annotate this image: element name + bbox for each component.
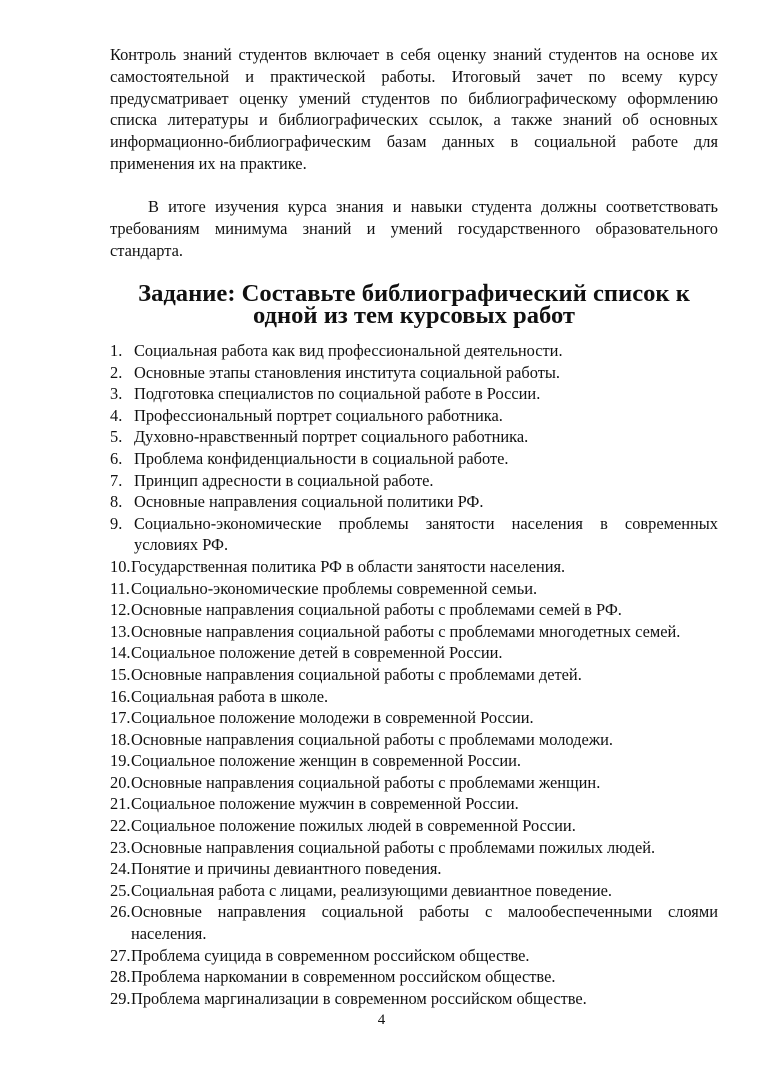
list-item bbox=[110, 707, 718, 729]
list-item bbox=[110, 966, 718, 988]
list-item-text: Социально-экономические проблемы современной семьи. bbox=[131, 578, 538, 598]
list-item bbox=[110, 686, 718, 708]
list-item-number: 28. bbox=[110, 967, 131, 987]
list-item-text: Основные направления социальной работы с проблемами женщин. bbox=[131, 772, 601, 792]
list-item-text: Основные направления социальной работы с малообеспеченными слоями населения. bbox=[131, 902, 718, 944]
list-item-number: 25. bbox=[110, 880, 131, 900]
list-item-text: Основные направления социальной политики РФ. bbox=[134, 492, 484, 512]
list-item-text: Социальная работа в школе. bbox=[131, 686, 329, 706]
list-item-number: 24. bbox=[110, 859, 131, 879]
list-item-text: Основные направления социальной работы с проблемами пожилых людей. bbox=[131, 837, 656, 857]
list-item bbox=[110, 599, 718, 621]
list-item bbox=[110, 858, 718, 880]
list-item-number: 15. bbox=[110, 664, 131, 684]
list-item-text: Социальное положение мужчин в современной России. bbox=[131, 794, 519, 814]
list-item bbox=[110, 578, 718, 600]
list-item-text: Профессиональный портрет социального работника. bbox=[134, 405, 503, 425]
list-item-text: Основные этапы становления института социальной работы. bbox=[134, 362, 560, 382]
list-item-number: 23. bbox=[110, 837, 131, 857]
list-item-text: Духовно-нравственный портрет социального работника. bbox=[134, 427, 529, 447]
list-item-number: 19. bbox=[110, 751, 131, 771]
list-item-number: 7. bbox=[110, 470, 123, 490]
list-item-number: 26. bbox=[110, 902, 131, 922]
list-item bbox=[110, 901, 718, 944]
list-item-text: Социальное положение детей в современной России. bbox=[131, 643, 503, 663]
list-item-text: Социально-экономические проблемы занятости населения в современных условиях РФ. bbox=[134, 513, 718, 555]
list-item-number: 13. bbox=[110, 621, 131, 641]
list-item-text: Государственная политика РФ в области занятости населения. bbox=[131, 556, 566, 576]
list-item bbox=[110, 470, 718, 492]
list-item bbox=[110, 750, 718, 772]
list-item-text: Подготовка специалистов по социальной работе в России. bbox=[134, 384, 541, 404]
list-item-number: 5. bbox=[110, 427, 123, 447]
list-item bbox=[110, 642, 718, 664]
list-item bbox=[110, 880, 718, 902]
list-item bbox=[110, 405, 718, 427]
list-item-text: Социальная работа с лицами, реализующими девиантное поведение. bbox=[131, 880, 612, 900]
intro-paragraph-2: В итоге изучения курса знания и навыки студента должны соответствовать требованиям минимума знаний и умений государственного образовательного стандарта. bbox=[110, 197, 718, 260]
task-title: Задание: Составьте библиографический список к одной из тем курсовых работ bbox=[138, 280, 690, 329]
list-item-text: Основные направления социальной работы с проблемами семей в РФ. bbox=[131, 600, 622, 620]
list-item bbox=[110, 362, 718, 384]
page-number: 4 bbox=[377, 1012, 386, 1028]
intro-paragraph-1: Контроль знаний студентов включает в себя оценку знаний студентов на основе их самостоятельной и практической работы. Итоговый зачет по всему курсу предусматривает оценку умений студентов по библиографическому оформлению списка литературы и библиографических ссылок, а также знаний об основных информационно-библиографическим базам данных в социальной работе для применения их на практике. bbox=[110, 45, 718, 173]
list-item bbox=[110, 793, 718, 815]
list-item-text: Социальное положение молодежи в современной России. bbox=[131, 708, 534, 728]
list-item bbox=[110, 426, 718, 448]
list-item bbox=[110, 621, 718, 643]
list-item-text: Проблема конфиденциальности в социальной работе. bbox=[134, 448, 509, 468]
list-item bbox=[110, 945, 718, 967]
list-item bbox=[110, 491, 718, 513]
list-item-text: Принцип адресности в социальной работе. bbox=[134, 470, 434, 490]
list-item-number: 21. bbox=[110, 794, 131, 814]
list-item bbox=[110, 815, 718, 837]
list-item-text: Социальная работа как вид профессиональной деятельности. bbox=[134, 341, 563, 360]
list-item bbox=[110, 988, 718, 1010]
list-item-text: Основные направления социальной работы с проблемами молодежи. bbox=[131, 729, 613, 749]
list-item-number: 16. bbox=[110, 686, 131, 706]
list-item bbox=[110, 513, 718, 556]
list-item-text: Социальное положение пожилых людей в современной России. bbox=[131, 816, 576, 836]
list-item-text: Проблема наркомании в современном российском обществе. bbox=[131, 967, 556, 987]
list-item bbox=[110, 772, 718, 794]
list-item-number: 17. bbox=[110, 708, 131, 728]
list-item-number: 8. bbox=[110, 492, 123, 512]
list-item-number: 27. bbox=[110, 945, 131, 965]
list-item-number: 2. bbox=[110, 362, 123, 382]
list-item-number: 11. bbox=[110, 578, 130, 598]
list-item-number: 14. bbox=[110, 643, 131, 663]
list-item bbox=[110, 837, 718, 859]
list-item bbox=[110, 556, 718, 578]
list-item-text: Основные направления социальной работы с проблемами многодетных семей. bbox=[131, 621, 681, 641]
list-item-number: 18. bbox=[110, 729, 131, 749]
list-item-text: Понятие и причины девиантного поведения. bbox=[131, 859, 442, 879]
list-item-number: 12. bbox=[110, 600, 131, 620]
list-item-number: 22. bbox=[110, 816, 131, 836]
list-item bbox=[110, 729, 718, 751]
list-item-number: 1. bbox=[110, 341, 123, 360]
list-item bbox=[110, 664, 718, 686]
list-item-text: Проблема маргинализации в современном российском обществе. bbox=[131, 988, 587, 1008]
list-item-text: Социальное положение женщин в современной России. bbox=[131, 751, 521, 771]
list-item bbox=[110, 383, 718, 405]
list-item-text: Проблема суицида в современном российском обществе. bbox=[131, 945, 530, 965]
list-item bbox=[110, 448, 718, 470]
topic-list bbox=[110, 340, 718, 1009]
list-item bbox=[110, 340, 718, 362]
list-item-number: 29. bbox=[110, 988, 131, 1008]
list-item-number: 9. bbox=[110, 513, 123, 533]
list-item-number: 10. bbox=[110, 556, 131, 576]
list-item-number: 6. bbox=[110, 448, 123, 468]
list-item-number: 20. bbox=[110, 772, 131, 792]
list-item-text: Основные направления социальной работы с проблемами детей. bbox=[131, 664, 582, 684]
list-item-number: 3. bbox=[110, 384, 123, 404]
list-item-number: 4. bbox=[110, 405, 123, 425]
